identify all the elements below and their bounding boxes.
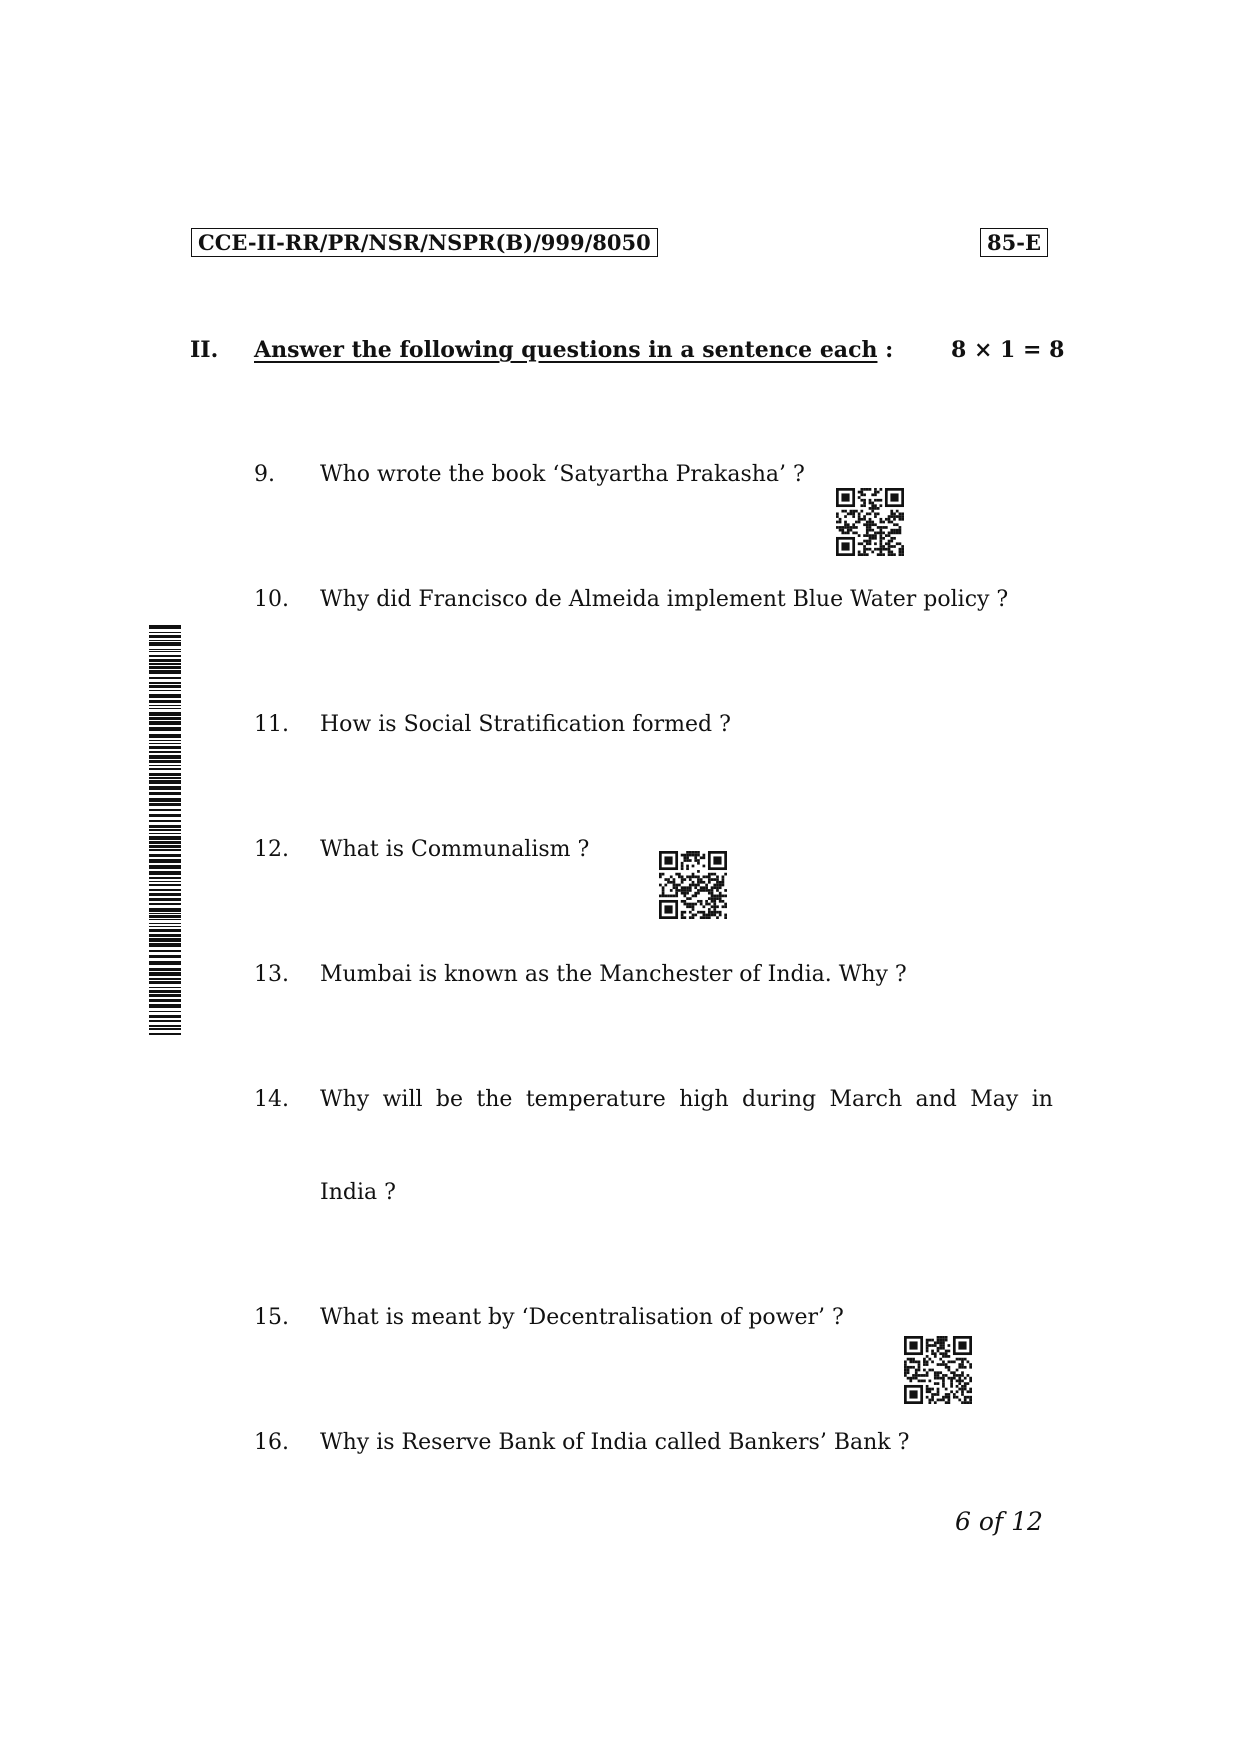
question-number: 11.	[254, 712, 289, 737]
question-text: Why did Francisco de Almeida implement Blue Water policy ?	[320, 587, 1009, 612]
question-number: 9.	[254, 462, 275, 487]
word: during	[742, 1087, 817, 1112]
section-instruction	[254, 337, 893, 363]
qr-code-icon	[836, 488, 904, 556]
question-text: How is Social Stratification formed ?	[320, 712, 731, 737]
page-number: 6 of 12	[955, 1507, 1043, 1536]
question-text: What is meant by ‘Decentralisation of power’ ?	[320, 1305, 844, 1330]
question-number: 13.	[254, 962, 289, 987]
word: in	[1031, 1087, 1053, 1112]
question-number: 15.	[254, 1305, 289, 1330]
word: temperature	[525, 1087, 666, 1112]
word: will	[382, 1087, 423, 1112]
section-marks: 8 × 1 = 8	[951, 337, 1065, 363]
qr-code-icon	[904, 1336, 972, 1404]
barcode-icon	[149, 625, 181, 1037]
question-text-line1	[320, 1087, 1053, 1112]
word: and	[915, 1087, 957, 1112]
word: the	[476, 1087, 513, 1112]
question-text-line2: India ?	[320, 1180, 396, 1205]
word: Why	[320, 1087, 370, 1112]
qr-code-icon	[659, 851, 727, 919]
word: May	[970, 1087, 1019, 1112]
question-text: Why is Reserve Bank of India called Bankers’ Bank ?	[320, 1430, 910, 1455]
section-number: II.	[190, 337, 219, 363]
question-text: Mumbai is known as the Manchester of India. Why ?	[320, 962, 907, 987]
word: be	[435, 1087, 464, 1112]
section-title: Answer the following questions in a sentence each	[254, 337, 878, 363]
section-colon: :	[877, 337, 894, 363]
question-number: 12.	[254, 837, 289, 862]
word: March	[829, 1087, 903, 1112]
word: high	[679, 1087, 729, 1112]
question-paper-code: CCE-II-RR/PR/NSR/NSPR(B)/999/8050	[191, 228, 658, 257]
question-text: Who wrote the book ‘Satyartha Prakasha’ ?	[320, 462, 805, 487]
question-number: 16.	[254, 1430, 289, 1455]
paper-code-badge: 85-E	[980, 228, 1048, 257]
question-text: What is Communalism ?	[320, 837, 590, 862]
question-number: 14.	[254, 1087, 289, 1112]
question-number: 10.	[254, 587, 289, 612]
